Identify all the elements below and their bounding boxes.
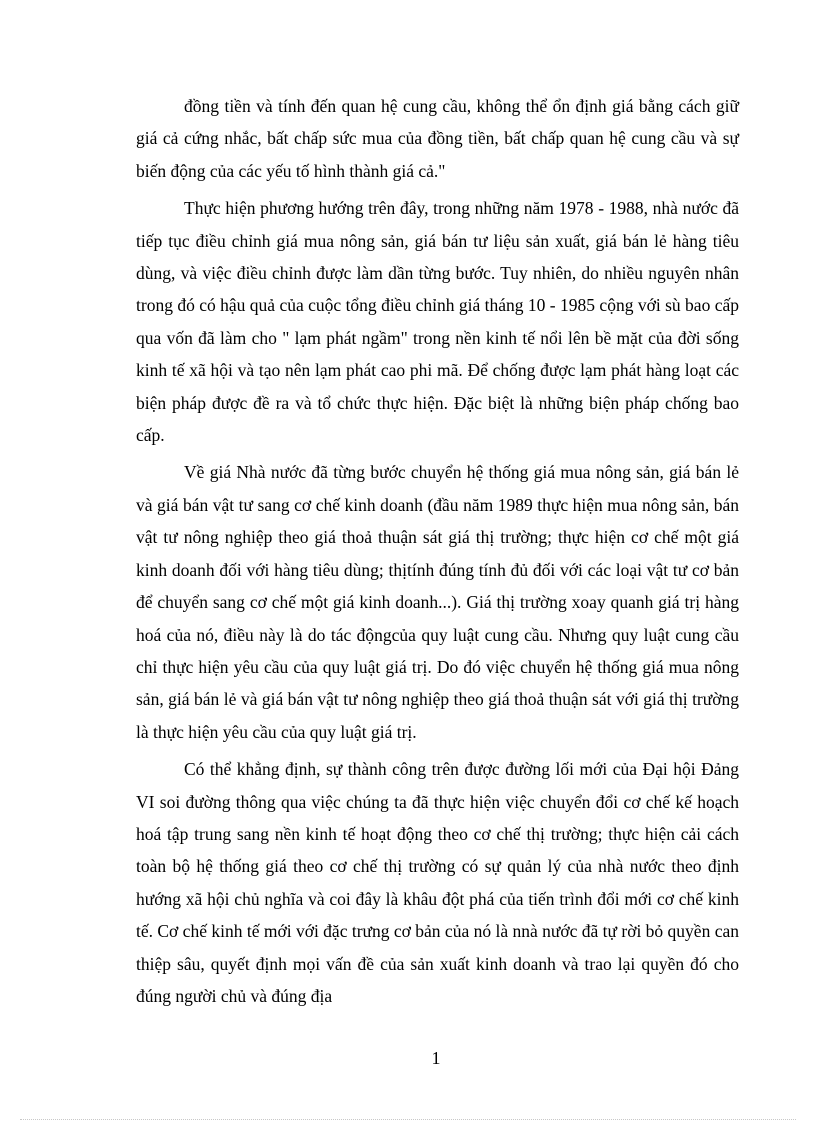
paragraph-2: Thực hiện phương hướng trên đây, trong những năm 1978 - 1988, nhà nước đã tiếp tục điều chỉnh giá mua nông sản, giá bán tư liệu sản xuất, giá bán lẻ hàng tiêu dùng, và việc điều chỉnh được làm dần từng bước. Tuy nhiên, do nhiều nguyên nhân trong đó có hậu quả của cuộc tổng điều chỉnh giá tháng 10 - 1985 cộng với sù bao cấp qua vốn đã làm cho " lạm phát ngầm" trong nền kinh tế nổi lên bề mặt của đời sống kinh tế xã hội và tạo nên lạm phát cao phi mã. Để chống được lạm phát hàng loạt các biện pháp được đề ra và tổ chức thực hiện. Đặc biệt là những biện pháp chống bao cấp. [136, 198, 739, 446]
page-number: 1 [431, 1048, 441, 1068]
document-body [136, 90, 739, 1012]
page-edge-divider [20, 1119, 796, 1120]
paragraph-1: đồng tiền và tính đến quan hệ cung cầu, không thể ổn định giá bằng cách giữ giá cả cứng nhắc, bất chấp sức mua của đồng tiền, bất chấp quan hệ cung cầu và sự biến động của các yếu tố hình thành giá cả." [136, 96, 739, 181]
paragraph-4: Có thể khẳng định, sự thành công trên được đường lối mới của Đại hội Đảng VI soi đường thông qua việc chúng ta đã thực hiện việc chuyển đổi cơ chế kế hoạch hoá tập trung sang nền kinh tế hoạt động theo cơ chế thị trường; thực hiện cải cách toàn bộ hệ thống giá theo cơ chế thị trường có sự quản lý của nhà nước theo định hướng xã hội chủ nghĩa và coi đây là khâu đột phá của tiến trình đổi mới cơ chế kinh tế. Cơ chế kinh tế mới với đặc trưng cơ bản của nó là nnà nước đã tự rời bỏ quyền can thiệp sâu, quyết định mọi vấn đề của sản xuất kinh doanh và trao lại quyền đó cho đúng người chủ và đúng địa [136, 759, 739, 1006]
paragraph-3: Về giá Nhà nước đã từng bước chuyển hệ thống giá mua nông sản, giá bán lẻ và giá bán vật tư sang cơ chế kinh doanh (đầu năm 1989 thực hiện mua nông sản, bán vật tư nông nghiệp theo giá thoả thuận sát giá thị trường; thực hiện cơ chế một giá kinh doanh đối với hàng tiêu dùng; thịtính đúng tính đủ đối với các loại vật tư cơ bản để chuyển sang cơ chế một giá kinh doanh...). Giá thị trường xoay quanh giá trị hàng hoá của nó, điều này là do tác độngcủa quy luật cung cầu. Nhưng quy luật cung cầu chỉ thực hiện yêu cầu của quy luật giá trị. Do đó việc chuyển hệ thống giá mua nông sản, giá bán lẻ và giá bán vật tư nông nghiệp theo giá thoả thuận sát với giá thị trường là thực hiện yêu cầu của quy luật giá trị. [136, 462, 739, 742]
